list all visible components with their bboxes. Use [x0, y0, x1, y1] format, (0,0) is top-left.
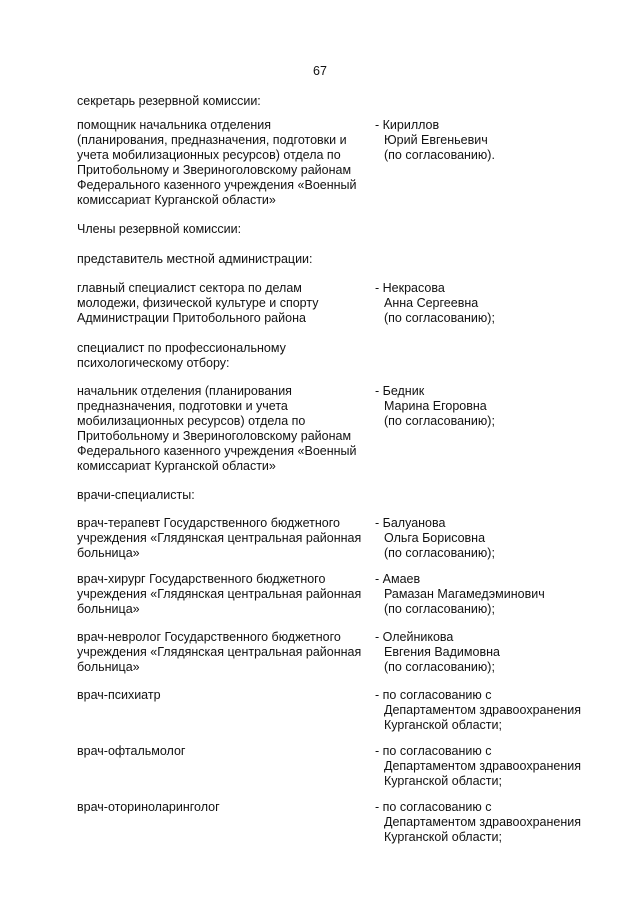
role-text: главный специалист сектора по делам молодежи, физической культуре и спорту Администрации Притобольного района [77, 281, 319, 325]
role-text: врач-оториноларинголог [77, 800, 220, 814]
role-text: врач-психиатр [77, 688, 161, 702]
person-text: - Олейникова Евгения Вадимовна (по согласованию); [375, 630, 500, 674]
person-text: - Амаев Рамазан Магамедэминович (по согласованию); [375, 572, 545, 616]
heading-local-admin: представитель местной администрации: [77, 252, 313, 266]
person-text: - по согласованию с Департаментом здравоохранения Курганской области; [375, 800, 581, 844]
role-text: врач-офтальмолог [77, 744, 186, 758]
person-text: - Кириллов Юрий Евгеньевич (по согласованию). [375, 118, 495, 162]
page-number: 67 [313, 64, 327, 78]
person-text: - Некрасова Анна Сергеевна (по согласованию); [375, 281, 495, 325]
role-text: врач-хирург Государственного бюджетного учреждения «Глядянская центральная районная больница» [77, 572, 362, 616]
person-text: - Балуанова Ольга Борисовна (по согласованию); [375, 516, 495, 560]
role-text: помощник начальника отделения (планирования, предназначения, подготовки и учета мобилизационных ресурсов) отдела по Притобольному и Звериноголовскому районам Федерального казенного учреждения «Военный комиссариат Курганской области» [77, 118, 357, 207]
person-text: - Бедник Марина Егоровна (по согласованию); [375, 384, 495, 428]
heading-members: Члены резервной комиссии: [77, 222, 242, 236]
role-text: начальник отделения (планирования предназначения, подготовки и учета мобилизационных ресурсов) отдела по Притобольному и Звериноголовскому районам Федерального казенного учреждения «Военный комиссариат Курганской области» [77, 384, 357, 473]
role-text: врач-терапевт Государственного бюджетного учреждения «Глядянская центральная районная больница» [77, 516, 362, 560]
person-text: - по согласованию с Департаментом здравоохранения Курганской области; [375, 744, 581, 788]
heading-doctors: врачи-специалисты: [77, 488, 195, 502]
heading-psych-specialist: специалист по профессиональному психологическому отбору: [77, 341, 286, 370]
heading-secretary: секретарь резервной комиссии: [77, 94, 261, 108]
person-text: - по согласованию с Департаментом здравоохранения Курганской области; [375, 688, 581, 732]
role-text: врач-невролог Государственного бюджетного учреждения «Глядянская центральная районная больница» [77, 630, 362, 674]
